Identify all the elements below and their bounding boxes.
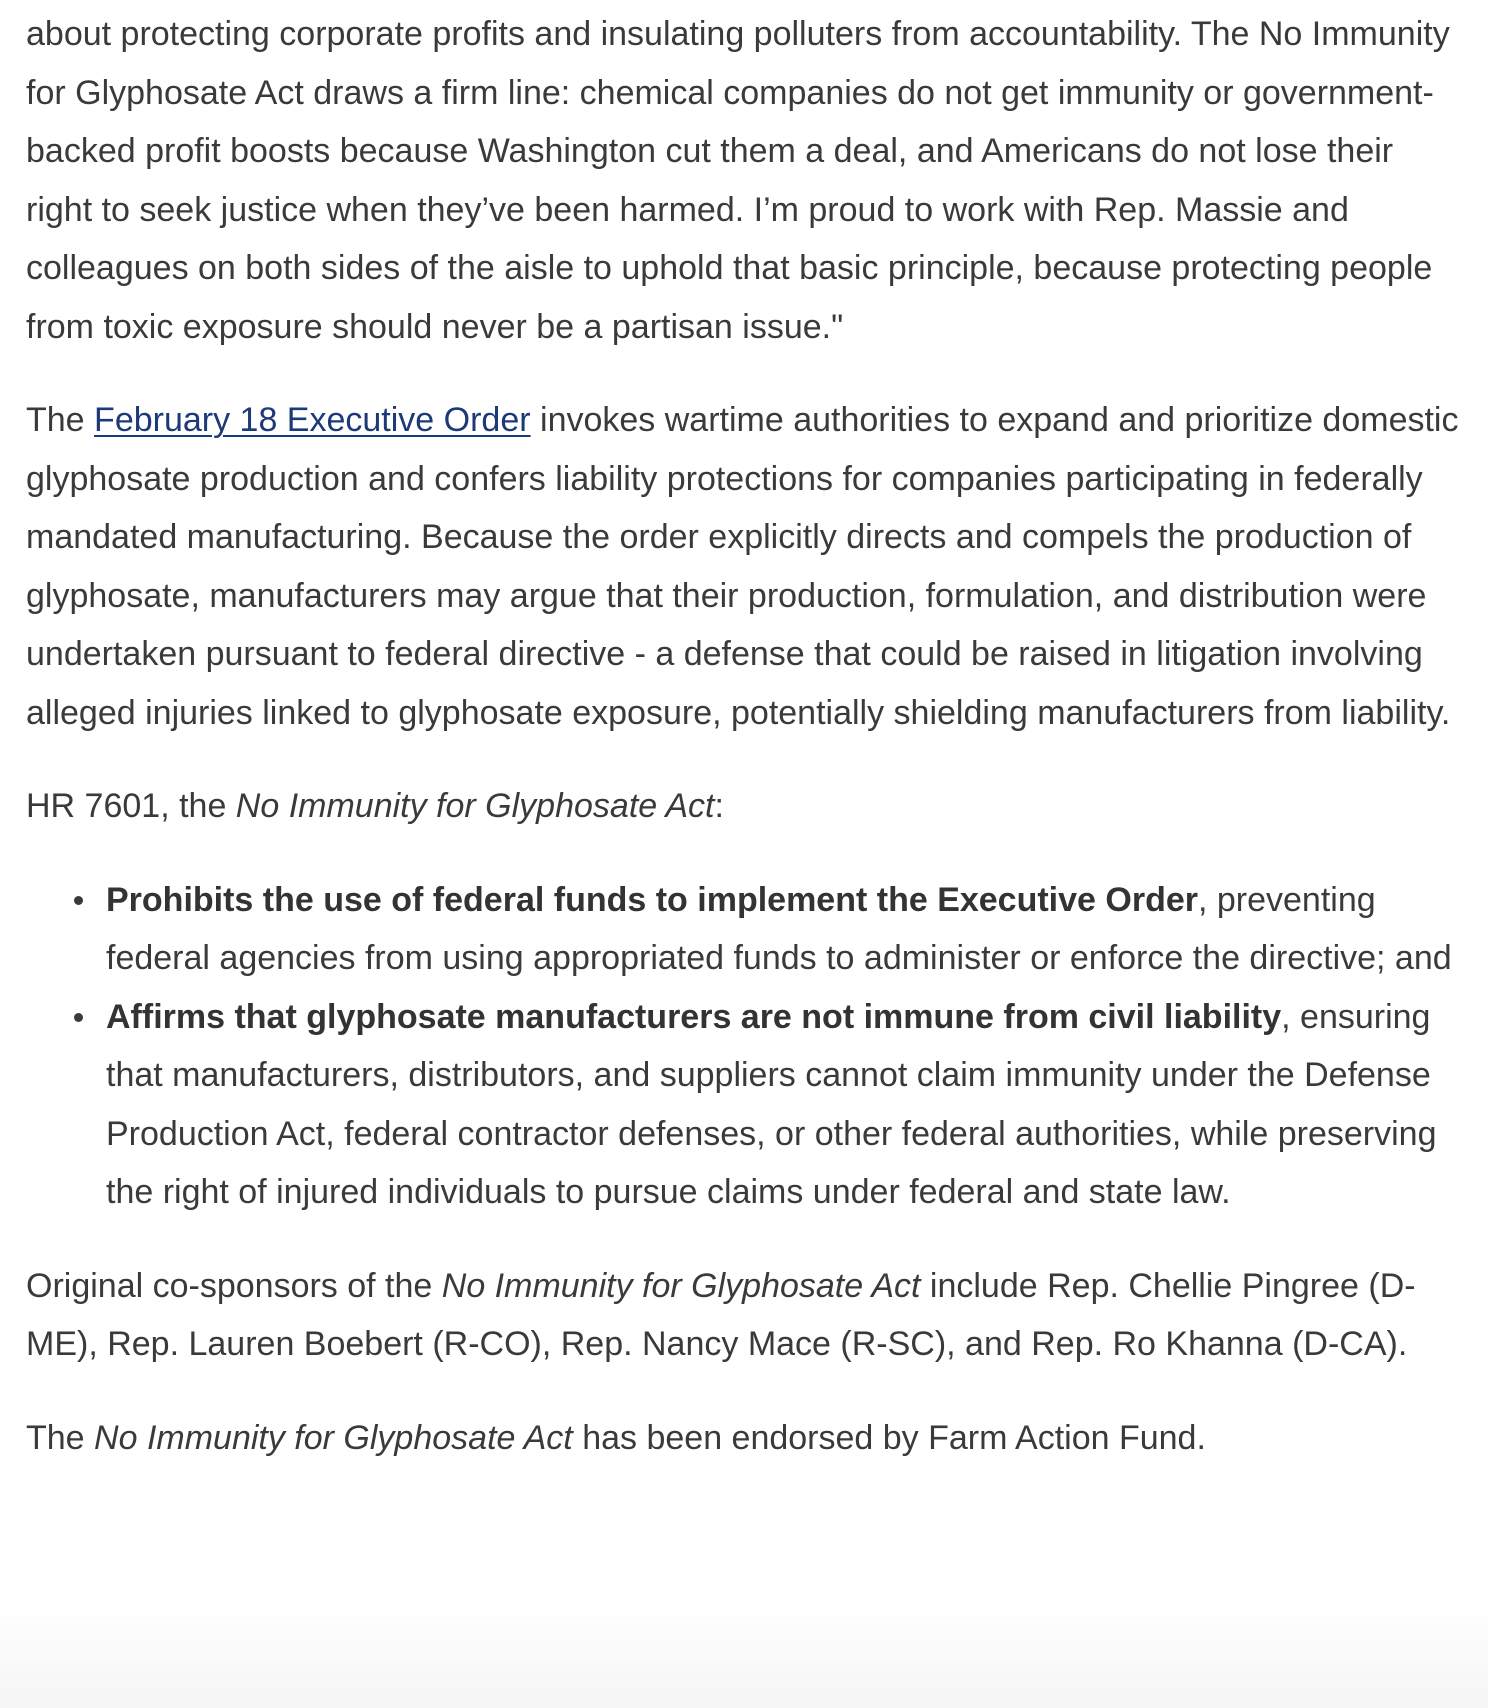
paragraph-prefix: The bbox=[26, 401, 95, 439]
provision-text: , preventing federal agencies from using appropriated funds to administer or enforce the directive; and bbox=[106, 880, 1452, 977]
provision-text: , ensuring that manufacturers, distributors, and suppliers cannot claim immunity under the Defense Production Act, federal contractor defenses, or other federal authorities, while preserving the right of injured individuals to pursue claims under federal and state law. bbox=[106, 997, 1437, 1211]
article-body bbox=[26, 0, 1466, 1467]
quote-paragraph: about protecting corporate profits and insulating polluters from accountability. The No Immunity for Glyphosate Act draws a firm line: chemical companies do not get immunity or government-backed profit boosts because Washington cut them a deal, and Americans do not lose their right to seek justice when they’ve been harmed. I’m proud to work with Rep. Massie and colleagues on both sides of the aisle to uphold that basic principle, because protecting people from toxic exposure should never be a partisan issue." bbox=[26, 15, 1450, 346]
bill-title-italic: No Immunity for Glyphosate Act bbox=[235, 787, 715, 825]
bill-title-italic: No Immunity for Glyphosate Act bbox=[94, 1418, 573, 1457]
paragraph-text: has been endorsed by Farm Action Fund. bbox=[572, 1418, 1206, 1457]
paragraph-text: include Rep. Chellie Pingree (D-ME), Rep. Lauren Boebert (R-CO), Rep. Nancy Mace (R-SC), and Rep. Ro Khanna (D-CA). bbox=[26, 1266, 1416, 1363]
provision-bold: Affirms that glyphosate manufacturers are not immune from civil liability bbox=[106, 997, 1282, 1036]
executive-order-link[interactable]: February 18 Executive Order bbox=[94, 401, 531, 439]
paragraph-text: invokes wartime authorities to expand and prioritize domestic glyphosate production and confers liability protections for companies participating in federally mandated manufacturing. Because the order explicitly directs and compels the production of glyphosate, manufacturers may argue that their production, formulation, and distribution were undertaken pursuant to federal directive - a defense that could be raised in litigation involving alleged injuries linked to glyphosate exposure, potentially shielding manufacturers from liability. bbox=[26, 401, 1459, 732]
endorsement-paragraph bbox=[26, 1409, 1466, 1468]
paragraph-prefix: Original co-sponsors of the bbox=[26, 1266, 442, 1305]
paragraph-suffix: : bbox=[714, 787, 724, 825]
bill-provisions-list bbox=[26, 871, 1466, 1222]
paragraph-prefix: The bbox=[26, 1418, 95, 1457]
paragraph-prefix: HR 7601, the bbox=[26, 787, 236, 825]
executive-order-paragraph bbox=[26, 391, 1466, 742]
bill-intro-paragraph bbox=[26, 777, 1466, 836]
bottom-fade-overlay bbox=[0, 1598, 1488, 1708]
list-item bbox=[106, 871, 1466, 988]
list-item bbox=[106, 988, 1466, 1222]
provision-bold: Prohibits the use of federal funds to implement the Executive Order bbox=[106, 880, 1198, 919]
cosponsors-paragraph bbox=[26, 1257, 1466, 1374]
bill-title-italic: No Immunity for Glyphosate Act bbox=[441, 1266, 921, 1305]
